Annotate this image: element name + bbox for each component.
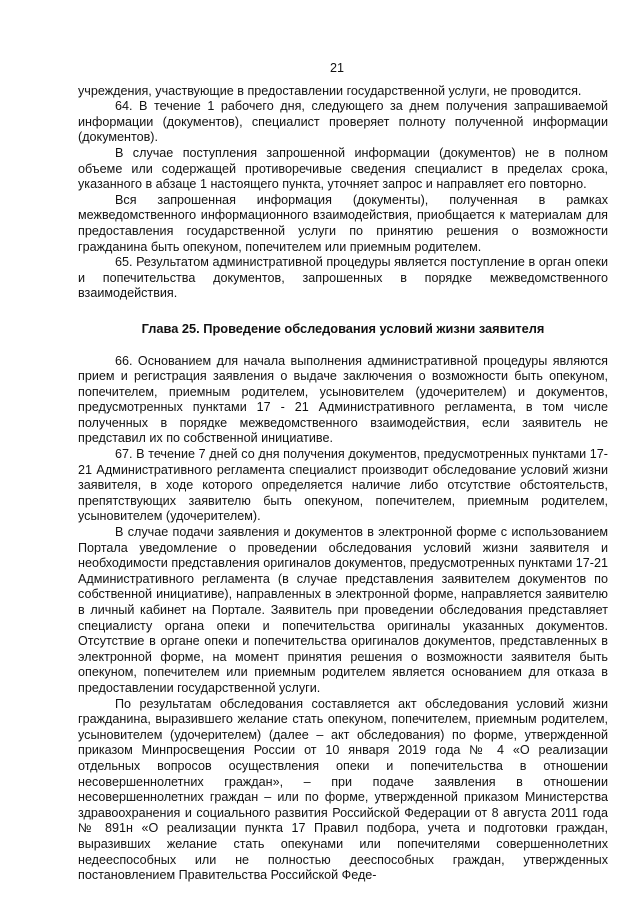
text-block-before: [78, 84, 608, 302]
paragraph-67: 67. В течение 7 дней со дня получения документов, предусмотренных пунктами 17-21 Административного регламента специалист производит обследование условий жизни заявителя, в ходе которого определяется наличие либо отсутствие обстоятельств, препятствующих заявителю быть опекуном, попечителем, приемным родителем, усыновителем (удочерителем).: [78, 447, 608, 524]
paragraph: В случае поступления запрошенной информации (документов) не в полном объеме или содержащей противоречивые сведения специалист в пределах срока, указанного в абзаце 1 настоящего пункта, уточняет запрос и направляет его повторно.: [78, 145, 608, 192]
paragraph-66: 66. Основанием для начала выполнения административной процедуры являются прием и регистрация заявления о выдаче заключения о возможности быть опекуном, попечителем, приемным родителем, усыновителем (удочерителем) и документов, предусмотренных пунктами 17 - 21 Административного регламента, в том числе полученных в порядке межведомственного взаимодействия, если заявитель не представил их по собственной инициативе.: [78, 353, 608, 446]
paragraph: учреждения, участвующие в предоставлении государственной услуги, не проводится.: [78, 83, 582, 98]
paragraph-65: 65. Результатом административной процедуры является поступление в орган опеки и попечительства документов, запрошенных в порядке межведомственного взаимодействия.: [78, 255, 608, 301]
chapter-heading: Глава 25. Проведение обследования условий жизни заявителя: [141, 320, 545, 336]
paragraph: По результатам обследования составляется акт обследования условий жизни гражданина, выразившего желание стать опекуном, попечителем, приемным родителем, усыновителем (удочерителем) (далее – акт обследования) по форме, утвержденной приказом Минпросвещения России от 10 января 2019 года № 4 «О реализации отдельных вопросов осуществления опеки и попечительства в отношении несовершеннолетних граждан», – при подаче заявления в отношении несовершеннолетних граждан – или по форме, утвержденной приказом Министерства здравоохранения и социального развития Российской Федерации от 8 августа 2011 года № 891н «О реализации пункта 17 Правил подбора, учета и подготовки граждан, выразивших желание стать опекунами или попечителями совершеннолетних недееспособных или не полностью дееспособных граждан, утвержденных постановлением Правительства Российской Феде-: [78, 696, 608, 883]
paragraph: В случае подачи заявления и документов в электронной форме с использованием Портала уведомление о проведении обследования условий жизни заявителя и необходимости представления оригиналов документов, предусмотренных пунктами 17-21 Административного регламента (в случае представления заявителем документов по собственной инициативе), направленных в электронной форме, направляется заявителю в личный кабинет на Портале. Заявитель при проведении обследования представляет специалисту органа опеки и попечительства оригиналы указанных документов. Отсутствие в органе опеки и попечительства оригиналов документов, представленных в электронной форме, на момент принятия решения о возможности заявителя быть опекуном, попечителем или приемным родителем является основанием для отказа в предоставлении государственной услуги.: [78, 525, 608, 695]
paragraph: Вся запрошенная информация (документы), полученная в рамках межведомственного информационного взаимодействия, приобщается к материалам для предоставления государственной услуги по принятию решения о возможности гражданина быть опекуном, попечителем или приемным родителем.: [78, 192, 608, 254]
text-block-after: [78, 354, 608, 884]
paragraph-64: 64. В течение 1 рабочего дня, следующего за днем получения запрашиваемой информации (документов), специалист проверяет полноту полученной информации (документов).: [78, 99, 608, 145]
page-number: 21: [329, 61, 344, 75]
